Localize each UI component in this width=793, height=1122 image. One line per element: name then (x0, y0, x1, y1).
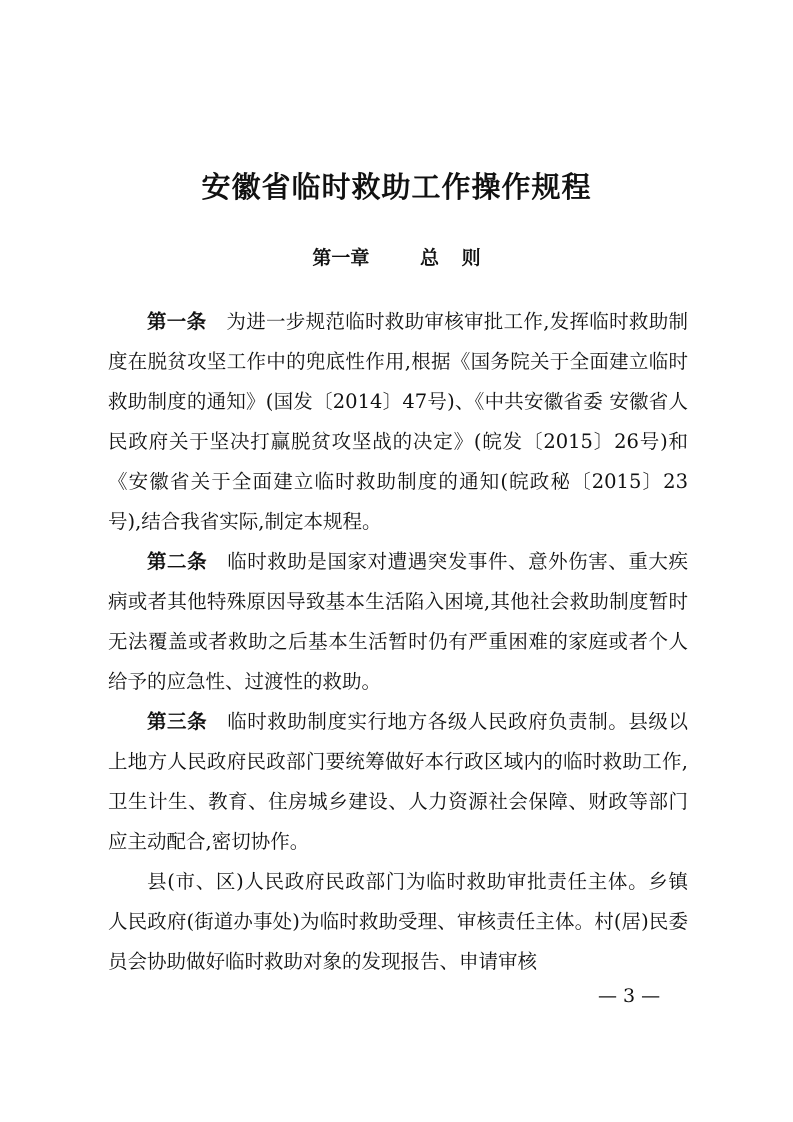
document-title: 安徽省临时救助工作操作规程 (201, 170, 592, 204)
article-paragraph (108, 702, 688, 862)
article-paragraph (108, 302, 688, 542)
article-text: 县(市、区)人民政府民政部门为临时救助审批责任主体。乡镇人民政府(街道办事处)为临时救助受理、审核责任主体。村(居)民委员会协助做好临时救助对象的发现报告、申请审核 (108, 870, 688, 973)
article-text: 为进一步规范临时救助审核审批工作,发挥临时救助制度在脱贫攻坚工作中的兜底性作用,根据《国务院关于全面建立临时救助制度的通知》(国发〔2014〕47号)、《中共安徽省委 安徽省人民政府关于坚决打赢脱贫攻坚战的决定》(皖发〔2015〕26号)和《安徽省关于全面建立临时救助制度的通知(皖政秘〔2015〕23号),结合我省实际,制定本规程。 (108, 310, 688, 533)
article-number: 第三条 (147, 710, 208, 733)
article-text: 临时救助是国家对遭遇突发事件、意外伤害、重大疾病或者其他特殊原因导致基本生活陷入困境,其他社会救助制度暂时无法覆盖或者救助之后基本生活暂时仍有严重困难的家庭或者个人给予的应急性、过渡性的救助。 (108, 550, 688, 693)
document-body (108, 302, 688, 982)
chapter-name: 总 则 (420, 247, 481, 269)
chapter-number: 第一章 (312, 247, 370, 269)
article-paragraph (108, 862, 688, 982)
article-text: 临时救助制度实行地方各级人民政府负责制。县级以上地方人民政府民政部门要统筹做好本行政区域内的临时救助工作,卫生计生、教育、住房城乡建设、人力资源社会保障、财政等部门应主动配合,密切协作。 (108, 710, 688, 853)
page-number: — 3 — (598, 985, 661, 1007)
article-number: 第二条 (147, 550, 208, 573)
chapter-heading (0, 243, 793, 270)
article-number: 第一条 (147, 310, 207, 333)
article-paragraph (108, 542, 688, 702)
